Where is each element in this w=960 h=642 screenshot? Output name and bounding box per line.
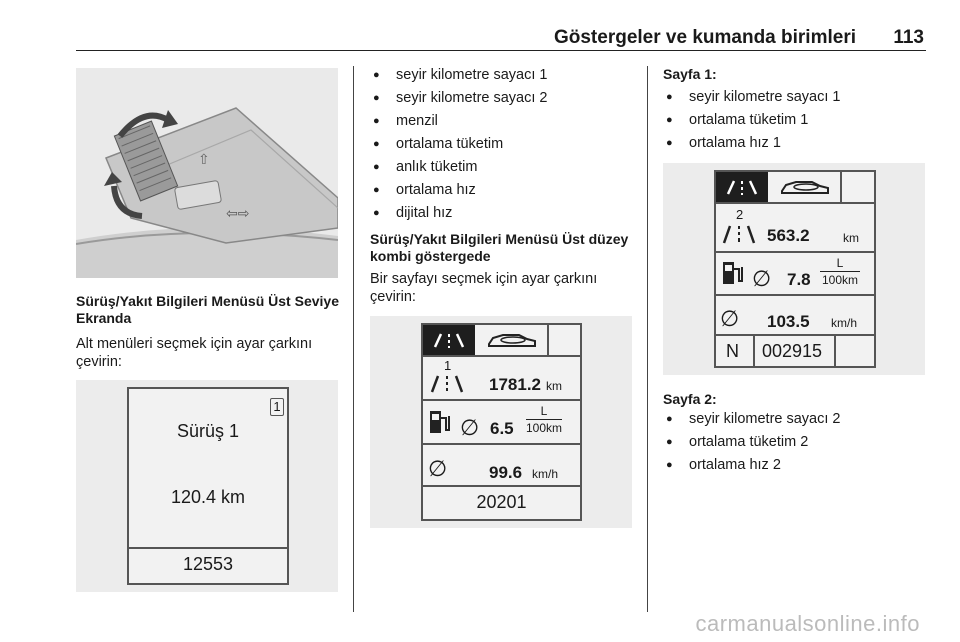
page2-list [663,408,933,477]
fuel-pump-icon [428,408,452,436]
page1-heading: Sayfa 1: [663,66,717,82]
tab-vehicle[interactable] [477,325,549,355]
page1-list [663,86,933,155]
list-item: ● dijital hız [370,202,640,225]
consumption-unit-bottom: 100km [821,273,859,287]
trip-value: 1781.2 [489,375,541,394]
display-corner-tag: 1 [270,398,284,416]
tab-trip-active[interactable] [716,172,768,202]
stalk-illustration [76,68,338,278]
trip-unit: km [843,231,859,245]
consumption-unit-bottom: 100km [525,421,563,435]
avg-icon: ∅ [460,415,480,440]
tab-divider [716,202,874,204]
row-divider [716,251,874,253]
list-item: ● ortalama tüketim [370,133,640,156]
road-icon [720,222,760,246]
trip-number: 2 [736,207,744,222]
display-value: 120.4 km [170,487,246,507]
list-item: ● ortalama hız 2 [663,454,933,477]
car-icon [477,325,547,355]
list-item: ● anlık tüketim [370,156,640,179]
trip-value: 563.2 [767,226,810,245]
column-divider [647,66,648,612]
list-item: ● seyir kilometre sayacı 1 [370,64,640,87]
tab-trip-active[interactable] [423,325,475,355]
road-icon [716,172,768,202]
col1-heading: Sürüş/Yakıt Bilgileri Menüsü Üst Seviye Ekranda [76,293,339,326]
speed-value: 99.6 [489,463,523,482]
col1-paragraph: Alt menüleri seçmek için ayar çarkını çevirin: [76,336,313,370]
road-icon [428,372,468,394]
list-item: ● ortalama tüketim 1 [663,109,933,132]
cell-divider [753,336,755,366]
column-divider [353,66,354,612]
avg-icon: ∅ [752,266,772,291]
row-divider [423,443,580,445]
tab-vehicle[interactable] [770,172,842,202]
list-item: ● ortalama tüketim 2 [663,431,933,454]
col2-list [370,64,640,225]
page-header-title: Göstergeler ve kumanda birimleri [553,27,856,48]
col2-paragraph: Bir sayfayı seçmek için ayar çarkını çevirin: [370,271,598,305]
row-divider [423,485,580,487]
col2-heading: Sürüş/Yakıt Bilgileri Menüsü Üst düzey kombi göstergede [370,231,629,264]
speed-unit: km/h [532,467,559,481]
svg-text:⇦⇨: ⇦⇨ [226,206,250,222]
consumption-value: 7.8 [787,270,811,289]
list-item: ● menzil [370,110,640,133]
list-item: ● seyir kilometre sayacı 1 [663,86,933,109]
display-odometer: 12553 [182,554,234,574]
row-divider [716,294,874,296]
fraction-bar [820,271,860,272]
trip-number: 1 [444,358,452,373]
svg-text:⇧: ⇧ [198,152,210,168]
display-title: Sürüş 1 [176,421,240,441]
consumption-unit-top: L [836,256,844,270]
watermark: carmanualsonline.info [695,611,920,636]
display-odometer: 002915 [762,341,823,361]
row-divider [716,334,874,336]
wiper-stalk-photo [76,68,338,278]
fuel-pump-icon [721,259,745,287]
car-icon [770,172,840,202]
row-divider [423,399,580,401]
list-item: ● ortalama hız [370,179,640,202]
list-item: ● seyir kilometre sayacı 2 [663,408,933,431]
speed-unit: km/h [831,316,858,330]
tab-divider [423,355,580,357]
fraction-bar [526,419,562,420]
consumption-value: 6.5 [490,419,514,438]
road-icon [423,325,475,355]
page-number: 113 [893,27,924,48]
avg-icon: ∅ [428,456,448,481]
list-item: ● ortalama hız 1 [663,132,933,155]
header-rule [76,50,926,51]
avg-icon: ∅ [720,306,740,331]
display-divider [127,547,289,549]
list-item: ● seyir kilometre sayacı 2 [370,87,640,110]
cell-divider [834,336,836,366]
speed-value: 103.5 [767,312,810,331]
display-odometer: 20201 [476,492,527,512]
page2-heading: Sayfa 2: [663,391,717,407]
consumption-unit-top: L [540,404,548,418]
trip-unit: km [546,379,562,393]
odometer-prefix: N [726,341,739,361]
